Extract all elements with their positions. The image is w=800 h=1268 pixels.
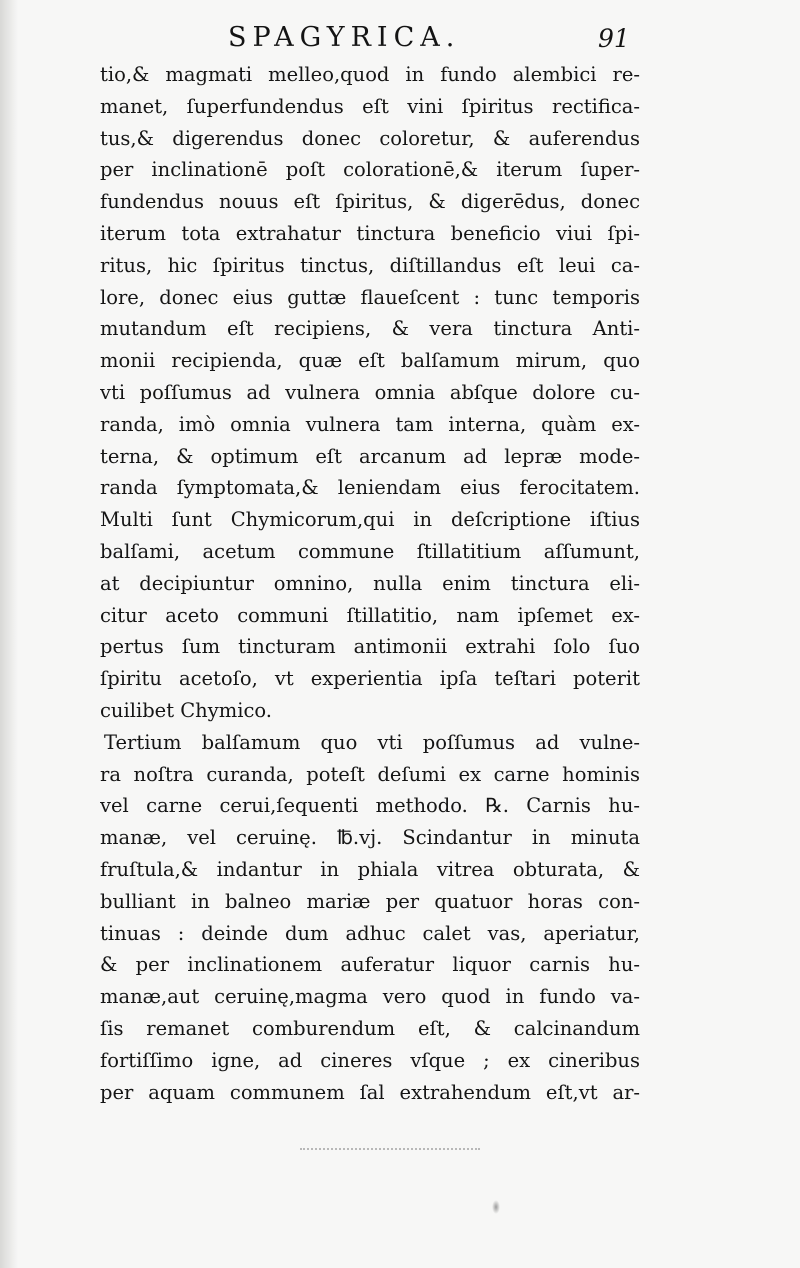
text-line: terna, & optimum eſt arcanum ad lepræ mode- <box>100 444 640 468</box>
text-line: vti poſſumus ad vulnera omnia abſque dolore cu- <box>100 380 640 404</box>
text-line: cuilibet Chymico. <box>100 698 272 722</box>
text-line: ra noſtra curanda, poteſt deſumi ex carne hominis <box>100 762 640 786</box>
text-line: pertus ſum tincturam antimonii extrahi ſolo ſuo <box>100 635 640 659</box>
print-dots <box>300 1148 480 1152</box>
text-line: tio,& magmati melleo,quod in fundo alembici re- <box>100 63 640 86</box>
text-line: manæ,aut ceruinę,magma vero quod in fundo va- <box>100 985 640 1009</box>
text-line: manet, ſuperfundendus eſt vini ſpiritus rectifica- <box>100 94 640 118</box>
text-line: citur aceto communi ſtillatitio, nam ipſemet ex- <box>100 603 640 627</box>
paragraph-start-line: Tertium balſamum quo vti poſſumus ad vulne- <box>104 730 640 754</box>
text-line: fundendus nouus eſt ſpiritus, & digerēdus, donec <box>100 190 640 214</box>
text-line: tinuas : deinde dum adhuc calet vas, aperiatur, <box>100 921 640 945</box>
text-line: fortiſſimo igne, ad cineres vſque ; ex cineribus <box>100 1048 640 1072</box>
text-line: Multi ſunt Chymicorum,qui in deſcriptione iſtius <box>100 508 640 532</box>
text-line: randa ſymptomata,& leniendam eius ferocitatem. <box>100 476 640 500</box>
text-line: manæ, vel ceruinę. ℔.vj. Scindantur in minuta <box>100 826 640 850</box>
text-line: iterum tota extrahatur tinctura beneficio viui ſpi- <box>100 221 640 245</box>
text-line: ſis remanet comburendum eſt, & calcinandum <box>100 1016 640 1040</box>
text-line: & per inclinationem auferatur liquor carnis hu- <box>100 953 640 977</box>
text-line: fruſtula,& indantur in phiala vitrea obturata, & <box>100 857 640 881</box>
text-line: vel carne cerui,ſequenti methodo. ℞. Carnis hu- <box>100 794 640 818</box>
running-title: SPAGYRICA. <box>228 22 461 53</box>
page-header <box>0 18 800 58</box>
text-line: ſpiritu acetoſo, vt experientia ipſa teſtari poterit <box>100 667 640 691</box>
text-line: tus,& digerendus donec coloretur, & auferendus <box>100 126 640 150</box>
text-line: balſami, acetum commune ſtillatitium aſſumunt, <box>100 539 640 563</box>
text-line: monii recipienda, quæ eſt balſamum mirum, quo <box>100 349 640 373</box>
text-line: bulliant in balneo mariæ per quatuor horas con- <box>100 889 640 913</box>
text-line: per aquam communem ſal extrahendum eſt,vt ar- <box>100 1080 640 1104</box>
text-line: randa, imò omnia vulnera tam interna, quàm ex- <box>100 412 640 436</box>
text-line: mutandum eſt recipiens, & vera tinctura Anti- <box>100 317 640 341</box>
text-line: per inclinationē poſt colorationē,& iterum ſuper- <box>100 158 640 182</box>
gutter-shadow <box>0 0 18 1268</box>
text-line: ritus, hic ſpiritus tinctus, diſtillandus eſt leui ca- <box>100 253 640 277</box>
body-text <box>100 59 640 1108</box>
ink-speck <box>492 1200 500 1214</box>
text-line: at decipiuntur omnino, nulla enim tinctura eli- <box>100 571 640 595</box>
text-line: lore, donec eius guttæ flaueſcent : tunc temporis <box>100 285 640 309</box>
page-number: 91 <box>598 24 630 53</box>
